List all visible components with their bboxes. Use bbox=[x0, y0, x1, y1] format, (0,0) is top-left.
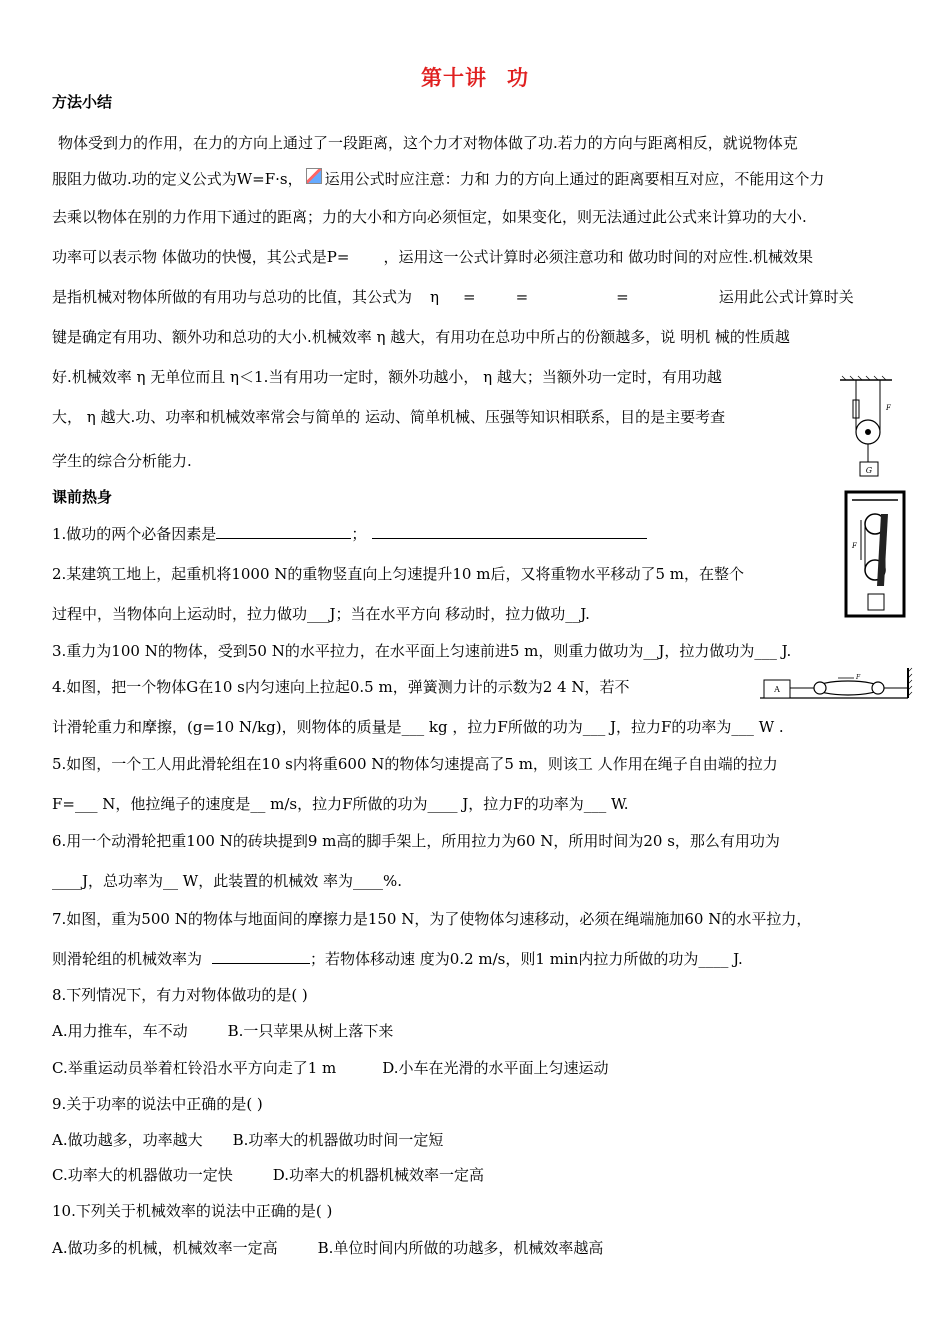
label-a: A bbox=[774, 685, 780, 694]
question-7-line-2 bbox=[52, 948, 743, 969]
option-d[interactable]: D.功率大的机器机械效率一定高 bbox=[272, 1166, 484, 1184]
option-b[interactable]: B.一只苹果从树上落下来 bbox=[227, 1022, 394, 1040]
title-part2: 功 bbox=[507, 65, 529, 90]
horizontal-pulley-figure bbox=[758, 664, 924, 704]
summary-line-1: 物体受到力的作用，在力的方向上通过了一段距离，这个力才对物体做了功.若力的方向与距离相反，就说物体克 bbox=[58, 134, 798, 152]
question-9-options-cd bbox=[52, 1164, 484, 1185]
option-a[interactable]: A.做功越多，功率越大 bbox=[52, 1131, 203, 1149]
summary-line-8: 大， η 越大.功、功率和机械效率常会与简单的 运动、简单机械、压强等知识相联系，目的是主要考查 bbox=[52, 408, 726, 426]
summary-line-4 bbox=[52, 246, 813, 267]
question-10-options-ab bbox=[52, 1237, 603, 1258]
label-g: G bbox=[865, 466, 873, 475]
equals-1: = bbox=[463, 288, 476, 306]
heading-method-summary: 方法小结 bbox=[52, 93, 113, 111]
summary-line-6: 键是确定有用功、额外功和总功的大小.机械效率 η 越大，有用功在总功中所占的份额越多，说 明机 械的性质越 bbox=[52, 328, 790, 346]
option-a[interactable]: A.用力推车，车不动 bbox=[52, 1022, 188, 1040]
question-6-line-1: 6.用一个动滑轮把重100 N的砖块提到9 m高的脚手架上，所用拉力为60 N，所用时间为20 s，那么有用功为 bbox=[52, 832, 780, 850]
pulley-block-figure bbox=[844, 490, 906, 618]
question-7-text: 则滑轮组的机械效率为 bbox=[52, 950, 203, 968]
label-f: F bbox=[852, 542, 857, 550]
option-b[interactable]: B.功率大的机器做功时间一定短 bbox=[232, 1131, 444, 1149]
question-2-line-1: 2.某建筑工地上，起重机将1000 N的重物竖直向上匀速提升10 m后，又将重物水平移动了5 m，在整个 bbox=[52, 565, 744, 583]
summary-line-5f: 运用此公式计算时关 bbox=[718, 288, 854, 306]
summary-line-9: 学生的综合分析能力. bbox=[52, 452, 192, 470]
summary-line-4b: ，运用这一公式计算时必须注意功和 做功时间的对应性.机械效果 bbox=[383, 248, 813, 266]
label-f: F bbox=[886, 404, 891, 412]
question-8: 8.下列情况下，有力对物体做功的是( ) bbox=[52, 986, 308, 1004]
summary-line-3: 去乘以物体在别的力作用下通过的距离；力的大小和方向必须恒定，如果变化，则无法通过此公式来计算功的大小. bbox=[52, 208, 807, 226]
summary-line-5a: 是指机械对物体所做的有用功与总功的比值，其公式为 bbox=[52, 288, 413, 306]
page-title bbox=[0, 62, 950, 92]
question-2-line-2: 过程中，当物体向上运动时，拉力做功___J；当在水平方向 移动时，拉力做功__J. bbox=[52, 605, 590, 623]
question-10: 10.下列关于机械效率的说法中正确的是( ) bbox=[52, 1202, 333, 1220]
eta-symbol: η bbox=[430, 288, 440, 306]
question-3: 3.重力为100 N的物体，受到50 N的水平拉力，在水平面上匀速前进5 m，则重力做功为__J，拉力做功为___ J. bbox=[52, 642, 792, 660]
question-4-line-2: 计滑轮重力和摩擦，(g=10 N/kg)，则物体的质量是___ kg ，拉力F所做的功为___ J，拉力F的功率为___ W . bbox=[52, 718, 784, 736]
summary-line-4a: 功率可以表示物 体做功的快慢，其公式是P= bbox=[52, 248, 350, 266]
summary-line-2 bbox=[52, 168, 824, 189]
label-f: F bbox=[856, 674, 861, 681]
equals-3: = bbox=[616, 288, 629, 306]
movable-pulley bbox=[814, 682, 826, 694]
summary-line-7: 好.机械效率 η 无单位而且 η＜1.当有用功一定时，额外功越小， η 越大；当额外功一定时，有用功越 bbox=[52, 368, 722, 386]
load-block bbox=[868, 594, 884, 610]
question-7-rest: ；若物体移动速 度为0.2 m/s，则1 min内拉力所做的功为____ J. bbox=[310, 950, 743, 968]
fixed-pulley bbox=[872, 682, 884, 694]
heading-warmup: 课前热身 bbox=[52, 488, 113, 506]
question-5-line-1: 5.如图，一个工人用此滑轮组在10 s内将重600 N的物体匀速提高了5 m，则该工 人作用在绳子自由端的拉力 bbox=[52, 755, 778, 773]
question-1 bbox=[52, 523, 647, 544]
summary-line-2b: 运用公式时应注意：力和 力的方向上通过的距离要相互对应，不能用这个力 bbox=[324, 170, 825, 188]
question-8-options-cd bbox=[52, 1057, 609, 1078]
question-4-line-1: 4.如图，把一个物体G在10 s内匀速向上拉起0.5 m，弹簧测力计的示数为2 4 N，若不 bbox=[52, 678, 630, 696]
question-1-sep: ； bbox=[351, 525, 367, 543]
question-9-options-ab bbox=[52, 1129, 443, 1150]
question-9: 9.关于功率的说法中正确的是( ) bbox=[52, 1095, 263, 1113]
question-8-options-ab bbox=[52, 1020, 393, 1041]
pulley-spring-scale-figure bbox=[836, 374, 896, 484]
broken-image-icon bbox=[306, 168, 322, 184]
option-d[interactable]: D.小车在光滑的水平面上匀速运动 bbox=[382, 1059, 609, 1077]
summary-line-2a: 服阻力做功.功的定义公式为W=F·s， bbox=[52, 170, 303, 188]
answer-blank[interactable] bbox=[212, 949, 310, 964]
title-part1: 第十讲 bbox=[421, 65, 487, 90]
question-5-line-2: F=___ N，他拉绳子的速度是__ m/s，拉力F所做的功为____ J，拉力F的功率为___ W. bbox=[52, 795, 629, 813]
summary-line-5 bbox=[52, 286, 854, 307]
question-1-text: 1.做功的两个必备因素是 bbox=[52, 525, 217, 543]
option-c[interactable]: C.举重运动员举着杠铃沿水平方向走了1 m bbox=[52, 1059, 337, 1077]
option-a[interactable]: A.做功多的机械，机械效率一定高 bbox=[52, 1239, 278, 1257]
question-7-line-1: 7.如图，重为500 N的物体与地面间的摩擦力是150 N，为了使物体匀速移动，必须在绳端施加60 N的水平拉力， bbox=[52, 910, 812, 928]
equals-2: = bbox=[515, 288, 529, 306]
answer-blank[interactable] bbox=[216, 524, 351, 539]
option-b[interactable]: B.单位时间内所做的功越多，机械效率越高 bbox=[317, 1239, 604, 1257]
option-c[interactable]: C.功率大的机器做功一定快 bbox=[52, 1166, 233, 1184]
answer-blank[interactable] bbox=[372, 524, 647, 539]
question-6-line-2: ____J，总功率为__ W，此装置的机械效 率为____%. bbox=[52, 872, 402, 890]
